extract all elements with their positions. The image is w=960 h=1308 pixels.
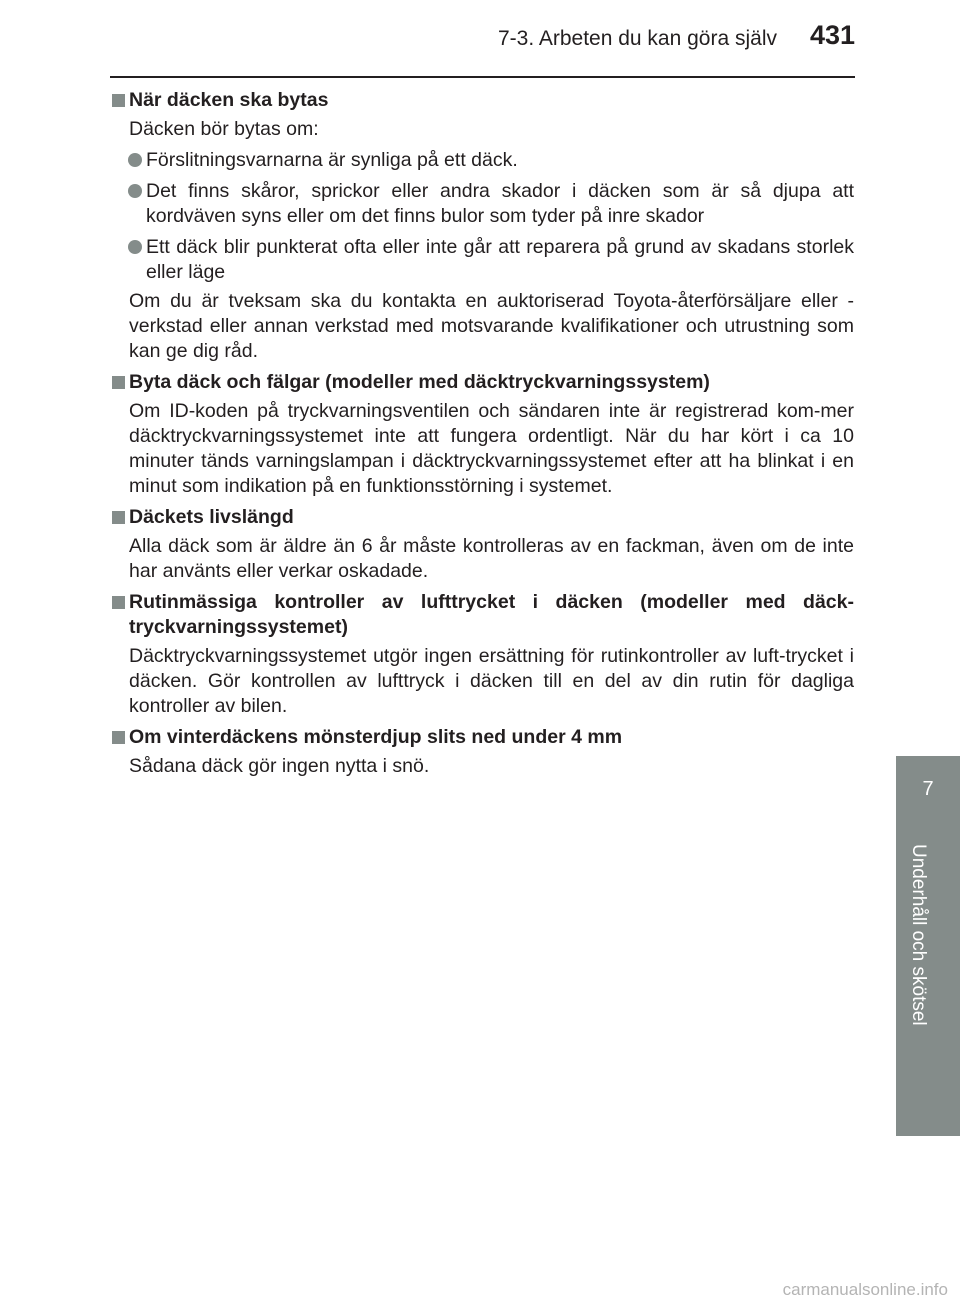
heading-text: Om vinterdäckens mönsterdjup slits ned under 4 mm [129,726,623,748]
page-content [112,88,854,779]
page-header [110,0,855,78]
square-bullet-icon [112,376,125,389]
chapter-tab [896,756,960,1136]
section-heading [112,725,854,750]
list-item [112,179,854,229]
square-bullet-icon [112,94,125,107]
list-item [112,235,854,285]
heading-text: Byta däck och fälgar (modeller med däcktryckvarningssystem) [129,371,710,393]
square-bullet-icon [112,511,125,524]
list-item [112,148,854,173]
paragraph: Däcktryckvarningssystemet utgör ingen ersättning för rutinkontroller av luft-trycket i däcken. Gör kontrollen av lufttryck i däcken till en del av din rutin för dagliga kontroller av bilen. [129,645,854,717]
heading-text: När däcken ska bytas [129,89,329,111]
round-bullet-icon [128,240,142,254]
paragraph: Däcken bör bytas om: [129,118,319,140]
paragraph: Sådana däck gör ingen nytta i snö. [129,755,430,777]
round-bullet-icon [128,184,142,198]
square-bullet-icon [112,596,125,609]
watermark: carmanualsonline.info [782,1280,948,1299]
paragraph: Alla däck som är äldre än 6 år måste kontrolleras av en fackman, även om de inte har använts eller verkar oskadade. [129,535,854,582]
list-item-text: Ett däck blir punkterat ofta eller inte går att reparera på grund av skadans storlek eller läge [146,236,854,283]
heading-text: Däckets livslängd [129,506,294,528]
chapter-number: 7 [922,778,934,800]
chapter-title: Underhåll och skötsel [908,844,929,1026]
section-heading [112,370,854,395]
paragraph: Om ID-koden på tryckvarningsventilen och sändaren inte är registrerad kom-mer däcktryckvarningssystemet inte att fungera ordentligt. När du har kört i ca 10 minuter tänds varningslampan i däcktryckvarningssystemet efter att ha blinkat i en minut som indikation på en funktionsstörning i systemet. [129,400,854,497]
section-heading [112,505,854,530]
section-heading [112,590,854,640]
section-heading [112,88,854,113]
list-item-text: Det finns skåror, sprickor eller andra skador i däcken som är så djupa att kordväven syns eller om det finns bulor som tyder på inre skador [146,180,854,227]
list-item-text: Förslitningsvarnarna är synliga på ett däck. [146,149,518,171]
page-number: 431 [809,20,855,50]
section-title: 7-3. Arbeten du kan göra själv [497,27,777,50]
round-bullet-icon [128,153,142,167]
heading-text: Rutinmässiga kontroller av lufttrycket i däcken (modeller med däck-tryckvarningssystemet) [129,591,854,638]
paragraph: Om du är tveksam ska du kontakta en auktoriserad Toyota-återförsäljare eller -verkstad eller annan verkstad med motsvarande kvalifikationer och utrustning som kan ge dig råd. [129,290,854,362]
square-bullet-icon [112,731,125,744]
